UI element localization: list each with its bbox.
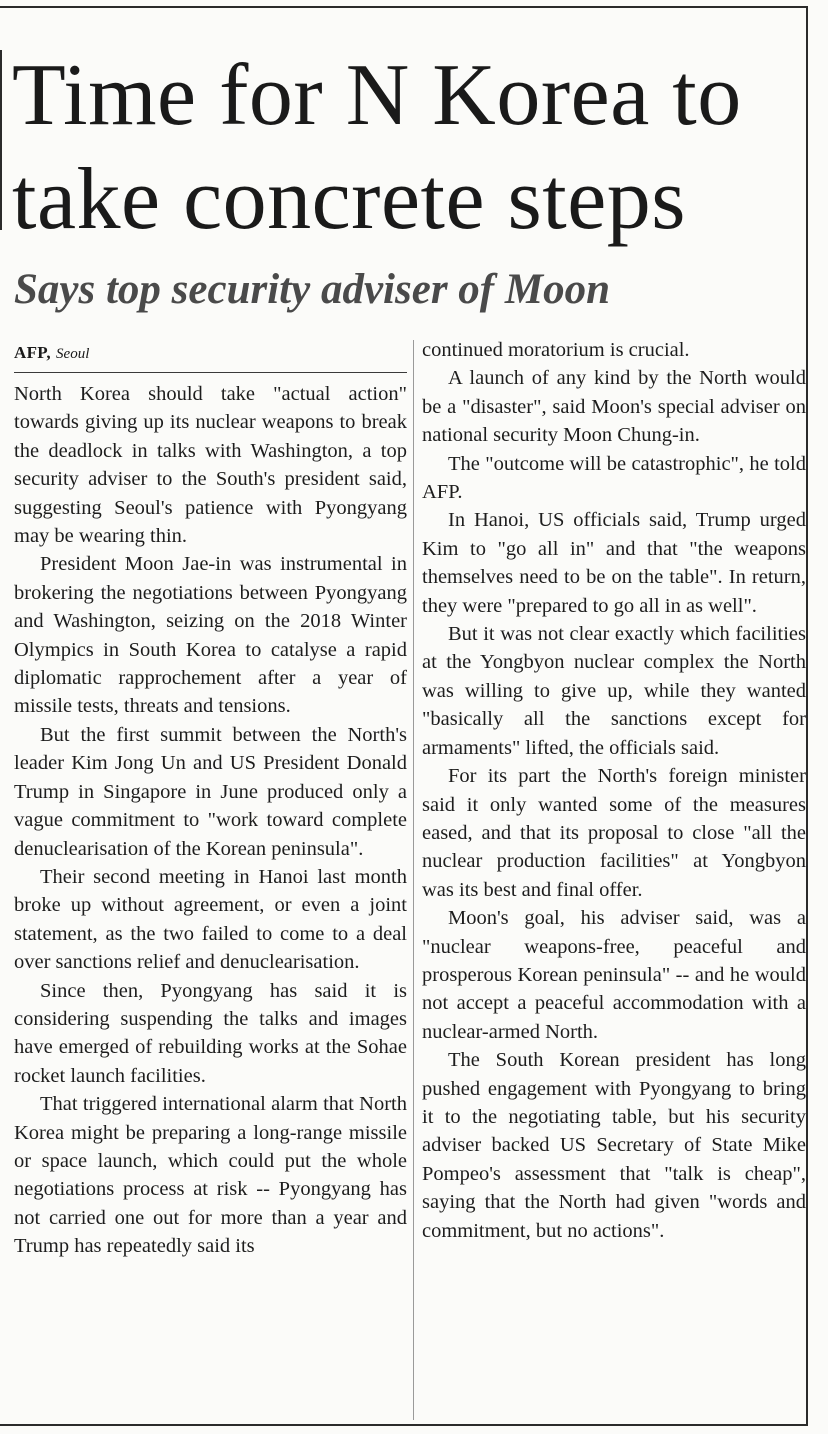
byline-agency: AFP, [14,343,51,362]
bottom-border-rule [0,1424,806,1426]
paragraph: Moon's goal, his adviser said, was a "nuclear weapons-free, peaceful and prosperous Korean peninsula" -- and he would not accept a peaceful accommodation with a nuclear-armed North. [422,907,806,1043]
left-border-rule [0,50,2,230]
byline [14,342,404,365]
right-column [422,336,806,1245]
byline-divider [14,372,407,373]
paragraph: That triggered international alarm that North Korea might be preparing a long-range missile or space launch, which could put the whole negotiations process at risk -- Pyongyang has not carried one out for more than a year and Trump has repeatedly said its [14,1093,407,1258]
paragraph: North Korea should take "actual action" towards giving up its nuclear weapons to break the deadlock in talks with Washington, a top security adviser to the South's president said, suggesting Seoul's patience with Pyongyang may be wearing thin. [14,383,407,548]
paragraph: Their second meeting in Hanoi last month broke up without agreement, or even a joint statement, as the two failed to come to a deal over sanctions relief and denuclearisation. [14,865,407,974]
left-column [14,380,407,1261]
paragraph: In Hanoi, US officials said, Trump urged Kim to "go all in" and that "the weapons themselves need to be on the table". In return, they were "prepared to go all in as well". [422,509,806,617]
column-divider [413,340,414,1420]
paragraph: But it was not clear exactly which facilities at the Yongbyon nuclear complex the North was willing to give up, while they wanted "basically all the sanctions except for armaments" lifted, the officials said. [422,623,806,759]
headline: Time for N Korea to take concrete steps [12,47,742,248]
paragraph: The South Korean president has long pushed engagement with Pyongyang to bring it to the negotiating table, but his security adviser backed US Secretary of State Mike Pompeo's assessment that "talk is cheap", saying that the North had given "words and commitment, but no actions". [422,1049,806,1242]
paragraph: A launch of any kind by the North would be a "disaster", said Moon's special adviser on national security Moon Chung-in. [422,367,806,447]
subheadline: Says top security adviser of Moon [14,266,611,313]
paragraph: The "outcome will be catastrophic", he told AFP. [422,452,806,504]
paragraph: Since then, Pyongyang has said it is considering suspending the talks and images have emerged of rebuilding works at the Sohae rocket launch facilities. [14,979,407,1087]
top-border-rule [0,6,806,8]
paragraph: But the first summit between the North's leader Kim Jong Un and US President Donald Trump in Singapore in June produced only a vague commitment to "work toward complete denuclearisation of the Korean peninsula". [14,723,407,860]
paragraph-continuation: continued moratorium is crucial. [422,339,690,361]
paragraph: President Moon Jae-in was instrumental in brokering the negotiations between Pyongyang and Washington, seizing on the 2018 Winter Olympics in South Korea to catalyse a rapid diplomatic rapprochement after a year of missile tests, threats and tensions. [14,553,407,718]
paragraph: For its part the North's foreign minister said it only wanted some of the measures eased, and that its proposal to close "all the nuclear production facilities" at Yongbyon was its best and final offer. [422,765,806,901]
byline-location: Seoul [56,346,90,362]
